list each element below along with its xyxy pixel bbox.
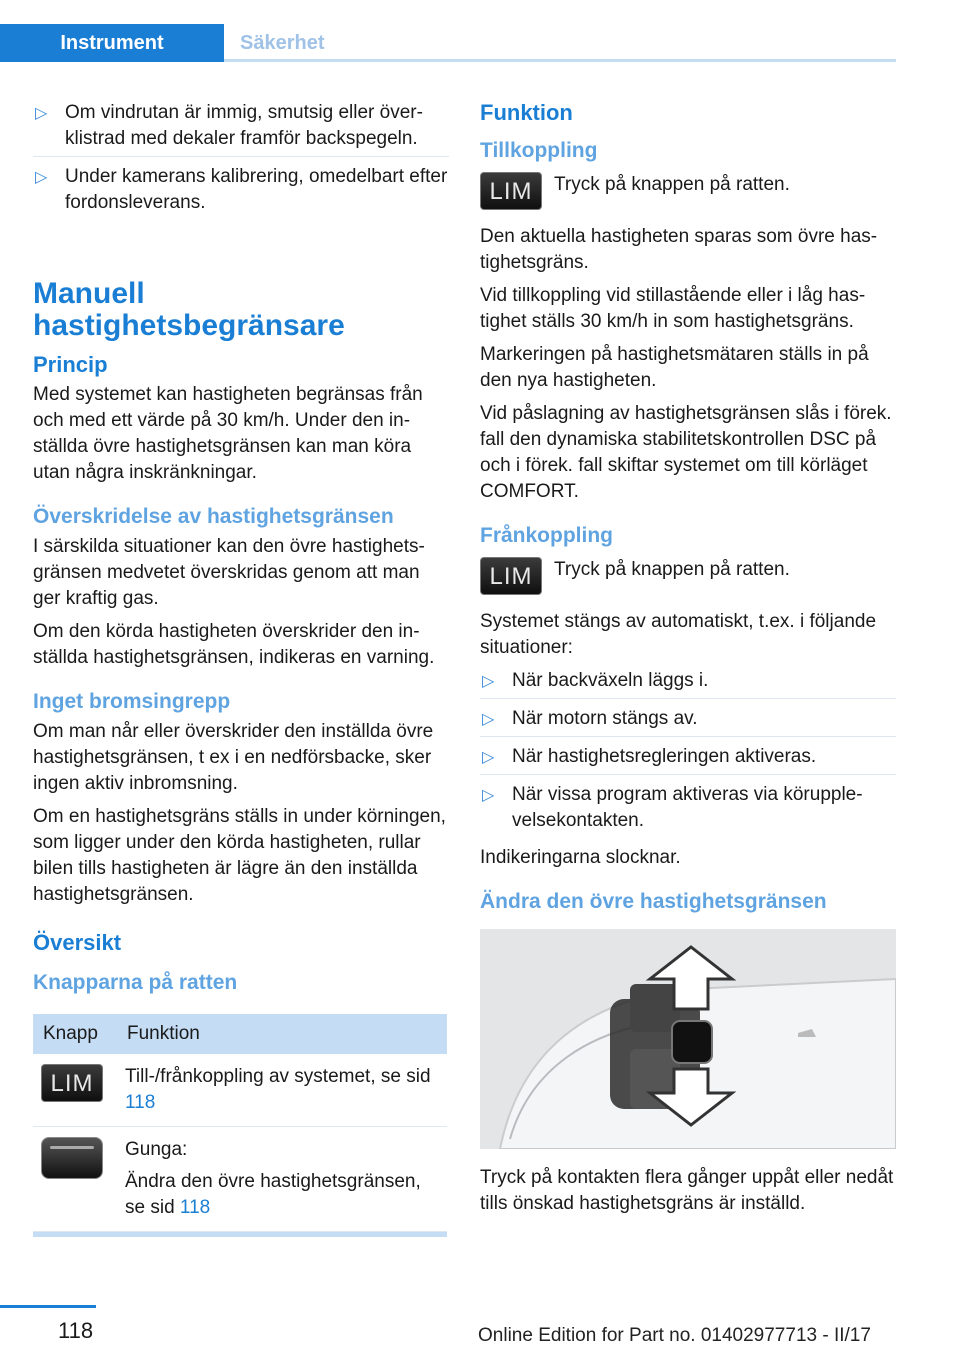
rocker-cell xyxy=(33,1127,117,1232)
lim-button-cell xyxy=(33,1054,117,1127)
lim-instruction: LIM Tryck på knappen på ratten. xyxy=(480,172,896,210)
list-item: ▷ När hastighetsregleringen aktiveras. xyxy=(480,744,896,775)
change-text: Tryck på kontakten flera gånger uppåt eller nedåt tills önskad hastighetsgräns är inställd. xyxy=(480,1167,894,1214)
off-heading: Frånkoppling xyxy=(480,524,613,547)
section-title: Manuell hastighetsbegränsare xyxy=(33,277,345,342)
buttons-table xyxy=(33,1014,447,1232)
on-text-4: Vid påslagning av hastighetsgränsen slås i förek. fall den dynamiska stabilitetskontrollen DSC på och i förek. fall skiftar systemet om till körläget COMFORT. xyxy=(480,403,892,502)
bullet-list xyxy=(33,100,449,220)
change-heading: Ändra den övre hastighetsgränsen xyxy=(480,890,827,913)
lim-button-icon: LIM xyxy=(41,1064,103,1102)
principle-text: Med systemet kan hastigheten begränsas från och med ett värde på 30 km/h. Under den inställda övre hastighetsgränsen kan man köra utan några inskränkningar. xyxy=(33,384,423,483)
page-link[interactable]: 118 xyxy=(125,1092,156,1113)
list-item: ▷ När backväxeln läggs i. xyxy=(480,668,896,699)
table-row xyxy=(33,1054,447,1127)
on-text-1: Den aktuella hastigheten sparas som övre hastighetsgräns. xyxy=(480,226,878,273)
triangle-icon: ▷ xyxy=(482,711,495,728)
lim-button-icon: LIM xyxy=(480,557,542,595)
header xyxy=(0,0,960,62)
edition-text: Online Edition for Part no. 01402977713 - II/17 xyxy=(478,1325,871,1346)
off-text-1: Systemet stängs av automatiskt, t.ex. i följande situationer: xyxy=(480,611,877,658)
page-link[interactable]: 118 xyxy=(179,1197,211,1218)
brake-text-1: Om man når eller överskrider den inställda övre hastighetsgränsen, t ex i en nedförsbacke, sker ingen aktiv inbromsning. xyxy=(33,721,434,794)
function-cell: Till-/frånkoppling av systemet, se sid 118 xyxy=(117,1054,447,1127)
column-header-function: Funktion xyxy=(117,1014,447,1054)
footer-rule xyxy=(0,1305,96,1308)
steering-wheel-illustration xyxy=(480,929,896,1149)
on-text-3: Markeringen på hastighetsmätaren ställs in på den nya hastigheten. xyxy=(480,344,869,391)
off-text-2: Indikeringarna slocknar. xyxy=(480,847,681,868)
principle-heading: Princip xyxy=(33,352,108,377)
brake-text-2: Om en hastighetsgräns ställs in under körningen, som ligger under den körda hastigheten, rullar bilen tills hastigheten är lägre än den inställda hastighetsgränsen. xyxy=(33,806,446,905)
exceed-heading: Överskridelse av hastighetsgränsen xyxy=(33,505,394,528)
steering-wheel-image xyxy=(480,929,896,1149)
list-item: ▷ När vissa program aktiveras via körupplevelsekontakten. xyxy=(482,784,863,831)
on-text-2: Vid tillkoppling vid stillastående eller i låg hastighet ställs 30 km/h in som hastighetsgräns. xyxy=(480,285,866,332)
lim-instruction: LIM Tryck på knappen på ratten. xyxy=(480,557,896,595)
triangle-icon: ▷ xyxy=(482,787,495,804)
column-header-key: Knapp xyxy=(33,1014,117,1054)
overview-heading: Översikt xyxy=(33,930,122,955)
triangle-icon: ▷ xyxy=(35,169,48,186)
triangle-icon: ▷ xyxy=(482,673,495,690)
list-item: ▷ Om vindrutan är immig, smutsig eller överklistrad med dekaler framför backspegeln. xyxy=(33,100,449,157)
table-header-row xyxy=(33,1014,447,1054)
header-rule xyxy=(224,59,896,62)
rocker-switch-icon xyxy=(41,1137,103,1179)
lim-button-icon: LIM xyxy=(480,172,542,210)
function-cell: Gunga: Ändra den övre hastighetsgränsen, se sid 118 xyxy=(117,1127,447,1232)
buttons-heading: Knapparna på ratten xyxy=(33,971,238,994)
tab-sakerhet[interactable]: Säkerhet xyxy=(240,31,325,54)
exceed-text-1: I särskilda situationer kan den övre hastighetsgränsen medvetet överskridas genom att man ger kraftig gas. xyxy=(33,536,425,609)
page-number: 118 xyxy=(58,1318,94,1343)
bullet-list xyxy=(480,668,896,838)
on-heading: Tillkoppling xyxy=(480,139,598,162)
exceed-text-2: Om den körda hastigheten överskrider den inställda hastighetsgränsen, indikeras en varning. xyxy=(33,621,435,668)
brake-heading: Inget bromsingrepp xyxy=(33,690,231,713)
table-row xyxy=(33,1127,447,1232)
tab-instrument[interactable]: Instrument xyxy=(0,24,224,62)
table-bottom-rule xyxy=(33,1232,447,1237)
list-item: ▷ När motorn stängs av. xyxy=(480,706,896,737)
list-item: ▷ Under kamerans kalibrering, omedelbart efter fordonsleverans. xyxy=(35,166,448,213)
right-column xyxy=(480,100,896,1224)
triangle-icon: ▷ xyxy=(482,749,495,766)
function-heading: Funktion xyxy=(480,100,573,125)
left-column xyxy=(33,100,449,1237)
triangle-icon: ▷ xyxy=(35,105,48,122)
